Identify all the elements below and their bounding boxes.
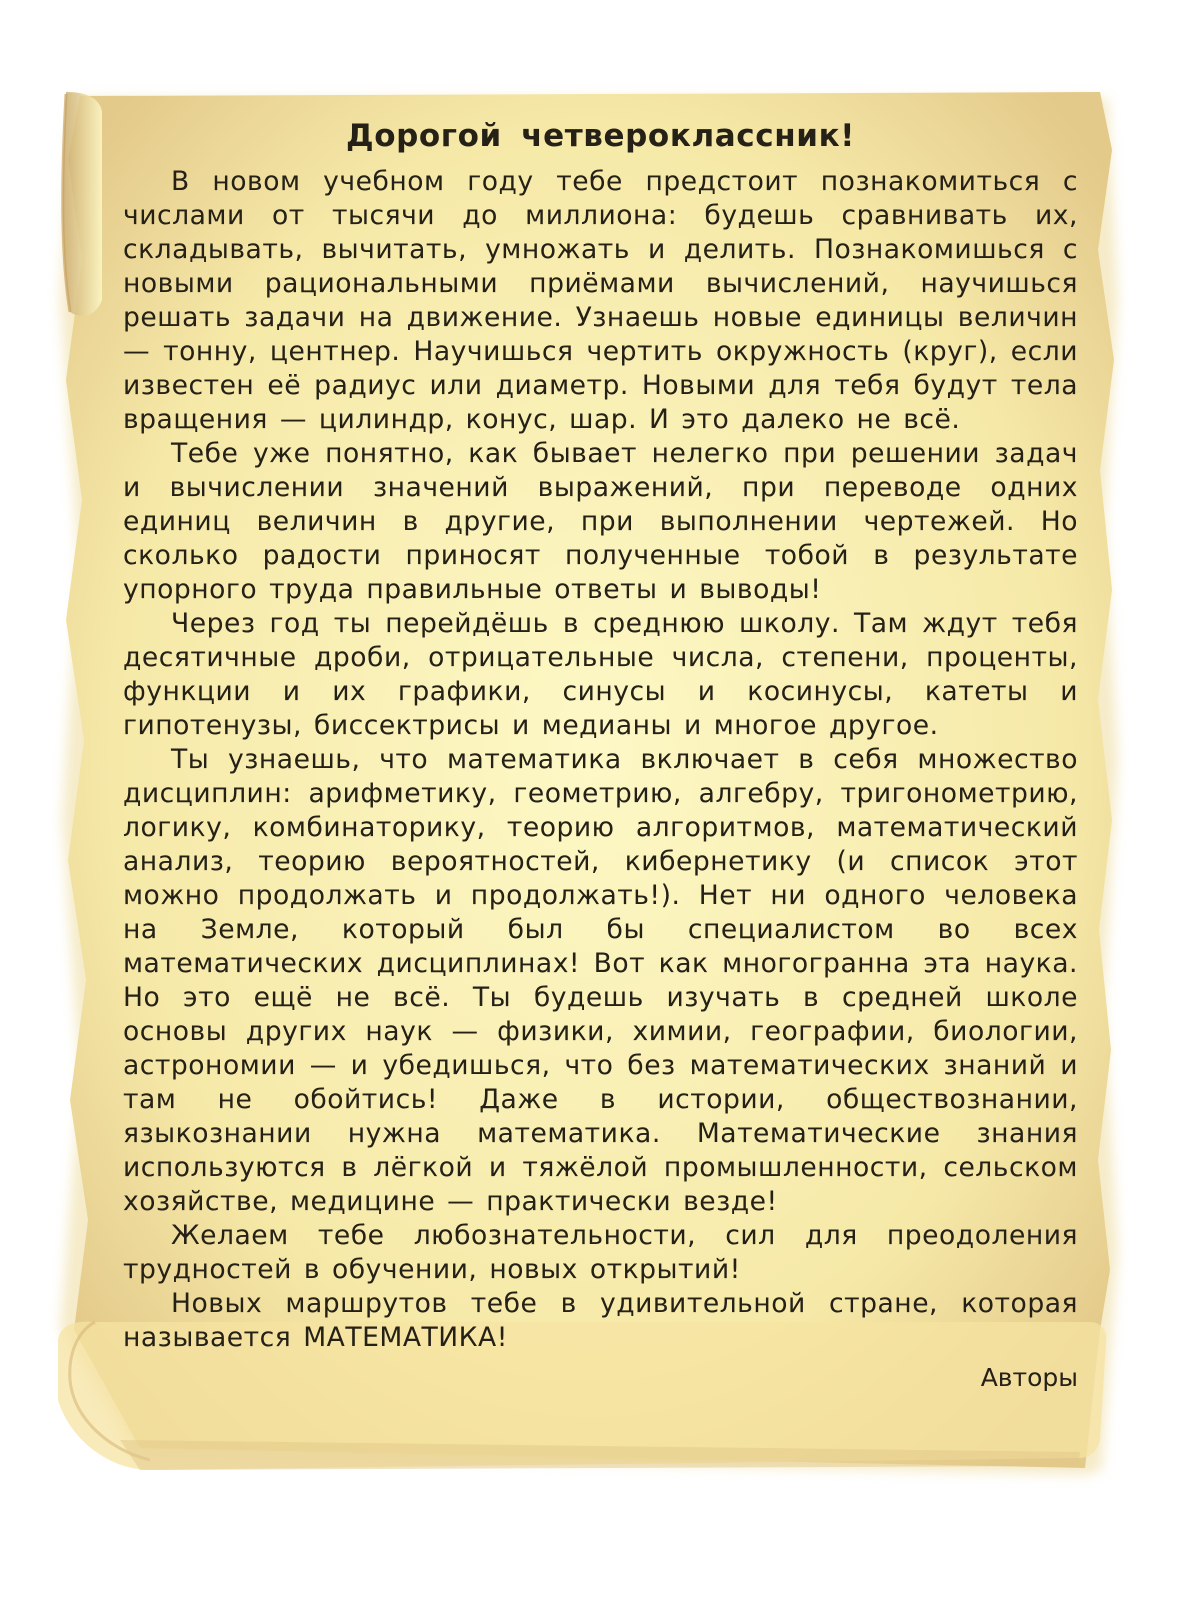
top-left-curl	[63, 92, 102, 316]
letter-paragraph: Через год ты перейдёшь в среднюю школу. Там ждут тебя десятичные дроби, отрицательные числа, степени, проценты, функции и их графики, синусы и косинусы, катеты и гипотенузы, биссектрисы и медианы и многое другое.	[123, 608, 1078, 742]
letter-paragraph: Новых маршрутов тебе в удивительной стране, которая называется МАТЕМАТИКА!	[123, 1288, 1078, 1354]
letter-paragraph: Желаем тебе любознательности, сил для преодоления трудностей в обучении, новых открытий!	[123, 1220, 1078, 1286]
letter-paragraph: Ты узнаешь, что математика включает в себя множество дисциплин: арифметику, геометрию, алгебру, тригонометрию, логику, комбинаторику, теорию алгоритмов, математический анализ, теорию вероятностей, кибернетику (и список этот можно продолжать и продолжать!). Нет ни одного человека на Земле, который был бы специалистом во всех математических дисциплинах! Вот как многогранна эта наука. Но это ещё не всё. Ты будешь изучать в средней школе основы других наук — физики, химии, географии, биологии, астрономии — и убедишься, что без математических знаний и там не обойтись! Даже в истории, обществознании, языкознании нужна математика. Математические знания используются в лёгкой и тяжёлой промышленности, сельском хозяйстве, медицине — практически везде!	[123, 744, 1078, 1218]
letter-paragraph: В новом учебном году тебе предстоит познакомиться с числами от тысячи до миллиона: будешь сравнивать их, складывать, вычитать, умножать и делить. Познакомишься с новыми рациональными приёмами вычислений, научишься решать задачи на движение. Узнаешь новые единицы величин — тонну, центнер. Научишься чертить окружность (круг), если известен её радиус или диаметр. Новыми для тебя будут тела вращения — цилиндр, конус, шар. И это далеко не всё.	[123, 166, 1078, 436]
letter-paragraph: Тебе уже понятно, как бывает нелегко при решении задач и вычислении значений выражений, при переводе одних единиц величин в другие, при выполнении чертежей. Но сколько радости приносят полученные тобой в результате упорного труда правильные ответы и выводы!	[123, 438, 1078, 606]
letter-signature: Авторы	[980, 1363, 1078, 1393]
letter-body	[123, 118, 1078, 1395]
letter-title: Дорогой четвероклассник!	[346, 118, 855, 154]
